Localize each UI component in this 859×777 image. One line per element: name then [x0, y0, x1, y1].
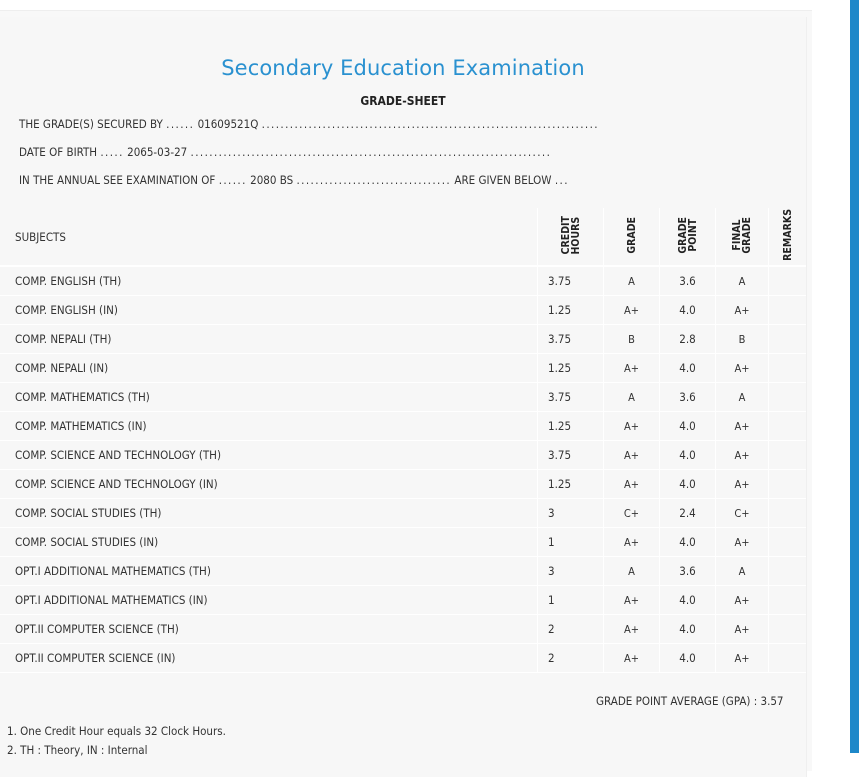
- subject-cell: COMP. SOCIAL STUDIES (TH): [0, 499, 538, 528]
- table-row: [0, 586, 806, 615]
- subject-cell: COMP. MATHEMATICS (TH): [0, 383, 538, 412]
- page-title: Secondary Education Examination: [221, 56, 585, 80]
- header-remarks: REMARKS: [769, 208, 807, 266]
- grade-point-cell: 2.8: [660, 325, 716, 354]
- table-row: [0, 296, 806, 325]
- final-grade-cell: A+: [716, 528, 769, 557]
- final-grade-cell: A+: [716, 354, 769, 383]
- page-subtitle: GRADE-SHEET: [360, 94, 446, 108]
- remarks-cell: [769, 644, 807, 673]
- credit-hours-cell: 3.75: [538, 325, 604, 354]
- table-row: [0, 354, 806, 383]
- remarks-cell: [769, 325, 807, 354]
- grades-table: [0, 208, 806, 673]
- dob-value: 2065-03-27: [127, 145, 188, 159]
- grade-cell: A+: [604, 615, 660, 644]
- remarks-cell: [769, 266, 807, 296]
- subject-cell: COMP. NEPALI (IN): [0, 354, 538, 383]
- grade-cell: A+: [604, 528, 660, 557]
- table-row: [0, 615, 806, 644]
- grade-point-cell: 4.0: [660, 528, 716, 557]
- final-grade-cell: A: [716, 383, 769, 412]
- credit-hours-cell: 1.25: [538, 470, 604, 499]
- header-final-grade: FINAL GRADE: [716, 208, 769, 266]
- remarks-cell: [769, 383, 807, 412]
- grade-cell: A+: [604, 470, 660, 499]
- final-grade-cell: B: [716, 325, 769, 354]
- remarks-cell: [769, 528, 807, 557]
- remarks-cell: [769, 615, 807, 644]
- grade-point-cell: 4.0: [660, 296, 716, 325]
- subject-cell: OPT.II COMPUTER SCIENCE (TH): [0, 615, 538, 644]
- remarks-cell: [769, 557, 807, 586]
- subject-cell: OPT.I ADDITIONAL MATHEMATICS (TH): [0, 557, 538, 586]
- grade-cell: A+: [604, 354, 660, 383]
- subject-cell: OPT.II COMPUTER SCIENCE (IN): [0, 644, 538, 673]
- final-grade-cell: C+: [716, 499, 769, 528]
- remarks-cell: [769, 470, 807, 499]
- info-date-of-birth: DATE OF BIRTH ..... 2065-03-27 .............................................................................: [19, 145, 552, 159]
- table-row: [0, 470, 806, 499]
- grade-point-cell: 4.0: [660, 615, 716, 644]
- remarks-cell: [769, 441, 807, 470]
- credit-hours-cell: 1.25: [538, 412, 604, 441]
- grade-point-cell: 4.0: [660, 441, 716, 470]
- header-credit-hours: CREDIT HOURS: [538, 208, 604, 266]
- info-exam: IN THE ANNUAL SEE EXAMINATION OF ...... 2080 BS ................................. ARE GIVEN BELOW ...: [19, 173, 569, 187]
- final-grade-cell: A+: [716, 644, 769, 673]
- final-grade-cell: A+: [716, 615, 769, 644]
- subject-cell: COMP. SOCIAL STUDIES (IN): [0, 528, 538, 557]
- grade-point-cell: 2.4: [660, 499, 716, 528]
- grade-point-cell: 4.0: [660, 412, 716, 441]
- final-grade-cell: A+: [716, 586, 769, 615]
- subject-cell: COMP. MATHEMATICS (IN): [0, 412, 538, 441]
- credit-hours-cell: 1.25: [538, 354, 604, 383]
- gpa-summary: GRADE POINT AVERAGE (GPA) : 3.57: [596, 694, 784, 708]
- credit-hours-cell: 3: [538, 499, 604, 528]
- grade-point-cell: 4.0: [660, 586, 716, 615]
- table-row: [0, 325, 806, 354]
- table-row: [0, 499, 806, 528]
- exam-year: 2080 BS: [250, 173, 294, 187]
- remarks-cell: [769, 412, 807, 441]
- dob-label: DATE OF BIRTH: [19, 145, 98, 159]
- subject-cell: COMP. NEPALI (TH): [0, 325, 538, 354]
- remarks-cell: [769, 499, 807, 528]
- final-grade-cell: A: [716, 557, 769, 586]
- final-grade-cell: A+: [716, 470, 769, 499]
- grade-cell: A+: [604, 644, 660, 673]
- grade-point-cell: 4.0: [660, 470, 716, 499]
- final-grade-cell: A+: [716, 441, 769, 470]
- given-below-label: ARE GIVEN BELOW: [454, 173, 552, 187]
- note-abbreviations: 2. TH : Theory, IN : Internal: [7, 743, 148, 757]
- remarks-cell: [769, 586, 807, 615]
- remarks-cell: [769, 354, 807, 383]
- grade-point-cell: 4.0: [660, 644, 716, 673]
- credit-hours-cell: 3.75: [538, 383, 604, 412]
- subject-cell: OPT.I ADDITIONAL MATHEMATICS (IN): [0, 586, 538, 615]
- grade-cell: A+: [604, 412, 660, 441]
- table-row: [0, 557, 806, 586]
- table-row: [0, 528, 806, 557]
- table-row: [0, 383, 806, 412]
- grade-cell: C+: [604, 499, 660, 528]
- credit-hours-cell: 3: [538, 557, 604, 586]
- grade-cell: A+: [604, 441, 660, 470]
- grade-cell: A+: [604, 296, 660, 325]
- remarks-cell: [769, 296, 807, 325]
- header-grade-point: GRADE POINT: [660, 208, 716, 266]
- subject-cell: COMP. ENGLISH (TH): [0, 266, 538, 296]
- subject-cell: COMP. SCIENCE AND TECHNOLOGY (IN): [0, 470, 538, 499]
- subject-cell: COMP. SCIENCE AND TECHNOLOGY (TH): [0, 441, 538, 470]
- header-subjects: SUBJECTS: [0, 208, 538, 266]
- grade-cell: A: [604, 383, 660, 412]
- note-credit-hours: 1. One Credit Hour equals 32 Clock Hours.: [7, 724, 226, 738]
- grade-point-cell: 3.6: [660, 557, 716, 586]
- secured-by-label: THE GRADE(S) SECURED BY: [19, 117, 163, 131]
- credit-hours-cell: 2: [538, 644, 604, 673]
- credit-hours-cell: 1: [538, 586, 604, 615]
- grade-point-cell: 3.6: [660, 266, 716, 296]
- info-secured-by: THE GRADE(S) SECURED BY ...... 01609521Q ........................................................................: [19, 117, 599, 131]
- grade-cell: A: [604, 557, 660, 586]
- subject-cell: COMP. ENGLISH (IN): [0, 296, 538, 325]
- grade-cell: A: [604, 266, 660, 296]
- table-row: [0, 412, 806, 441]
- table-row: [0, 266, 806, 296]
- credit-hours-cell: 3.75: [538, 441, 604, 470]
- final-grade-cell: A: [716, 266, 769, 296]
- credit-hours-cell: 3.75: [538, 266, 604, 296]
- credit-hours-cell: 1: [538, 528, 604, 557]
- symbol-number: 01609521Q: [197, 117, 259, 131]
- grade-point-cell: 4.0: [660, 354, 716, 383]
- credit-hours-cell: 2: [538, 615, 604, 644]
- grade-cell: B: [604, 325, 660, 354]
- grade-point-cell: 3.6: [660, 383, 716, 412]
- credit-hours-cell: 1.25: [538, 296, 604, 325]
- table-row: [0, 441, 806, 470]
- grade-cell: A+: [604, 586, 660, 615]
- grade-sheet-panel: [0, 10, 812, 771]
- table-header-row: [0, 208, 806, 266]
- header-grade: GRADE: [604, 208, 660, 266]
- table-row: [0, 644, 806, 673]
- grade-sheet-inner: [0, 17, 807, 777]
- right-accent-bar: [850, 0, 859, 753]
- final-grade-cell: A+: [716, 296, 769, 325]
- final-grade-cell: A+: [716, 412, 769, 441]
- exam-label: IN THE ANNUAL SEE EXAMINATION OF: [19, 173, 216, 187]
